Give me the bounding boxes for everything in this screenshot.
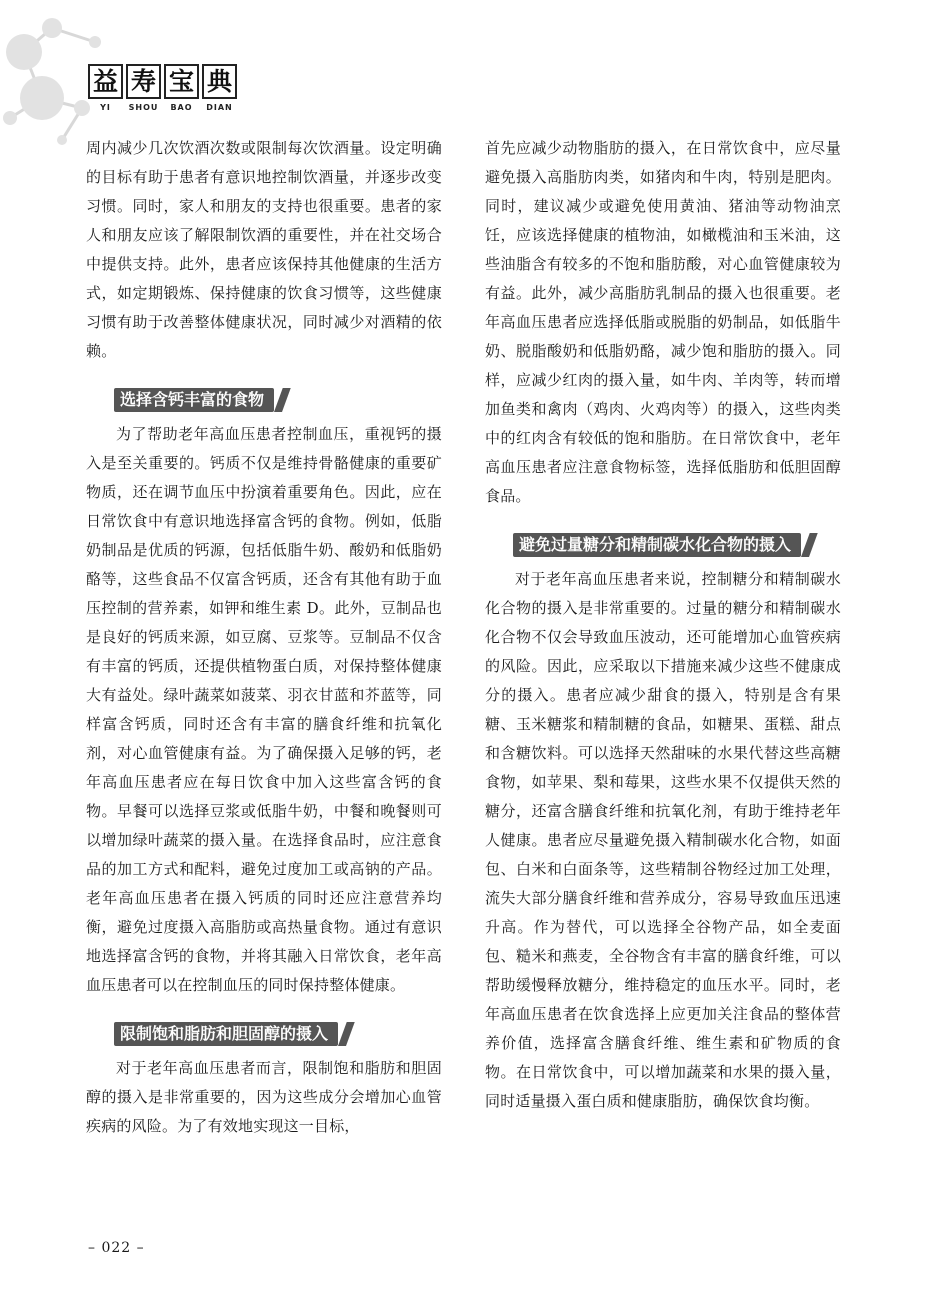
brand-char: 宝 xyxy=(164,64,199,99)
right-column xyxy=(485,134,841,1116)
brand-char: 典 xyxy=(202,64,237,99)
section-heading-saturated-fat: 限制饱和脂肪和胆固醇的摄入 xyxy=(114,1022,338,1046)
section-heading-calcium: 选择含钙丰富的食物 xyxy=(114,388,274,412)
paragraph: 对于老年高血压患者而言，限制饱和脂肪和胆固醇的摄入是非常重要的，因为这些成分会增加心血管疾病的风险。为了有效地实现这一目标， xyxy=(86,1059,442,1135)
pinyin-syllable: BAO xyxy=(170,103,193,112)
brand-pinyin xyxy=(88,103,237,112)
paragraph: 周内减少几次饮酒次数或限制每次饮酒量。设定明确的目标有助于患者有意识地控制饮酒量，并逐步改变习惯。同时，家人和朋友的支持也很重要。患者的家人和朋友应该了解限制饮酒的重要性，并在社交场合中提供支持。此外，患者应该保持其他健康的生活方式，如定期锻炼、保持健康的饮食习惯等，这些健康习惯有助于改善整体健康状况，同时减少对酒精的依赖。 xyxy=(86,139,442,360)
paragraph: 首先应减少动物脂肪的摄入，在日常饮食中，应尽量避免摄入高脂肪肉类，如猪肉和牛肉，特别是肥肉。同时，建议减少或避免使用黄油、猪油等动物油烹饪，应该选择健康的植物油，如橄榄油和玉米油，这些油脂含有较多的不饱和脂肪酸，对心血管健康较为有益。此外，减少高脂肪乳制品的摄入也很重要。老年高血压患者应选择低脂或脱脂的奶制品，如低脂牛奶、脱脂酸奶和低脂奶酪，减少饱和脂肪的摄入。同样，应减少红肉的摄入量，如牛肉、羊肉等，转而增加鱼类和禽肉（鸡肉、火鸡肉等）的摄入，这些肉类中的红肉含有较低的饱和脂肪。在日常饮食中，老年高血压患者应注意食物标签，选择低脂肪和低胆固醇食品。 xyxy=(485,139,841,505)
left-column xyxy=(86,134,442,1141)
paragraph: 为了帮助老年高血压患者控制血压，重视钙的摄入是至关重要的。钙质不仅是维持骨骼健康的重要矿物质，还在调节血压中扮演着重要角色。因此，应在日常饮食中有意识地选择富含钙的食物。例如，低脂奶制品是优质的钙源，包括低脂牛奶、酸奶和低脂奶酪等，这些食品不仅富含钙质，还含有其他有助于血压控制的营养素，如钾和维生素 D。此外，豆制品也是良好的钙质来源，如豆腐、豆浆等。豆制品不仅含有丰富的钙质，还提供植物蛋白质，对保持整体健康大有益处。绿叶蔬菜如菠菜、羽衣甘蓝和芥蓝等，同样富含钙质，同时还含有丰富的膳食纤维和抗氧化剂，对心血管健康有益。为了确保摄入足够的钙，老年高血压患者应在每日饮食中加入这些富含钙的食物。早餐可以选择豆浆或低脂牛奶，中餐和晚餐则可以增加绿叶蔬菜的摄入量。在选择食品时，应注意食品的加工方式和配料，避免过度加工或高钠的产品。老年高血压患者在摄入钙质的同时还应注意营养均衡，避免过度摄入高脂肪或高热量食物。通过有意识地选择富含钙的食物，并将其融入日常饮食，老年高血压患者可以在控制血压的同时保持整体健康。 xyxy=(86,425,442,994)
paragraph: 对于老年高血压患者来说，控制糖分和精制碳水化合物的摄入是非常重要的。过量的糖分和精制碳水化合物不仅会导致血压波动，还可能增加心血管疾病的风险。因此，应采取以下措施来减少这些不健康成分的摄入。患者应减少甜食的摄入，特别是含有果糖、玉米糖浆和精制糖的食品，如糖果、蛋糕、甜点和含糖饮料。可以选择天然甜味的水果代替这些高糖食物，如苹果、梨和莓果，这些水果不仅提供天然的糖分，还富含膳食纤维和抗氧化剂，有助于维持老年人健康。患者应尽量避免摄入精制碳水化合物，如面包、白米和白面条等，这些精制谷物经过加工处理，流失大部分膳食纤维和营养成分，容易导致血压迅速升高。作为替代，可以选择全谷物产品，如全麦面包、糙米和燕麦，全谷物含有丰富的膳食纤维，可以帮助缓慢释放糖分，维持稳定的血压水平。同时，老年高血压患者在饮食选择上应更加关注食品的整体营养价值，选择富含膳食纤维、维生素和矿物质的食物。在日常饮食中，可以增加蔬菜和水果的摄入量，同时适量摄入蛋白质和健康脂肪，确保饮食均衡。 xyxy=(485,570,841,1110)
section-heading-sugar: 避免过量糖分和精制碳水化合物的摄入 xyxy=(513,533,801,557)
pinyin-syllable: SHOU xyxy=(128,103,159,112)
page-number: – 022 – xyxy=(88,1240,145,1256)
brand-char: 益 xyxy=(88,64,123,99)
brand-title xyxy=(88,64,237,99)
brand-char: 寿 xyxy=(126,64,161,99)
pinyin-syllable: DIAN xyxy=(206,103,233,112)
pinyin-syllable: YI xyxy=(100,103,111,112)
brand-logo xyxy=(88,64,237,112)
